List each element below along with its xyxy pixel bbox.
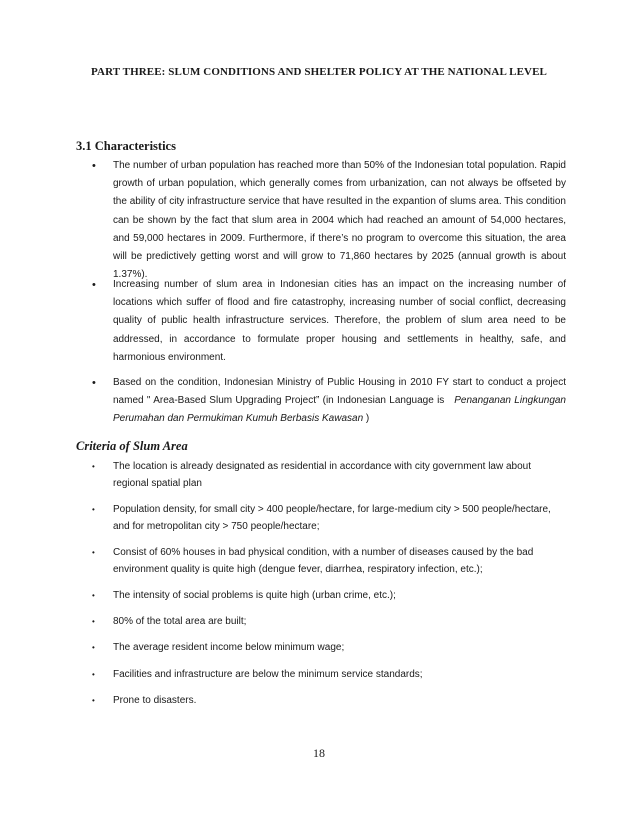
criteria-item: • The location is already designated as residential in accordance with city government law about regional spatial plan xyxy=(92,458,566,492)
characteristics-list-2 xyxy=(92,276,566,367)
characteristic-item-3-italic: Penanganan Lingkungan Perumahan dan Permukiman Kumuh Berbasis Kawasan xyxy=(113,395,566,425)
characteristic-item-3-end: ) xyxy=(365,413,370,425)
characteristic-item-3 xyxy=(92,374,566,429)
characteristic-item-1: • The number of urban population has reached more than 50% of the Indonesian total population. Rapid growth of urban population, which generally comes from urbanization, can not always be offseted by the ability of city infrastructure service that have resulted in the expantion of slums area. This condition can be shown by the fact that slum area in 2004 which had reached an amount of 54,000 hectares, and 59,000 hectares in 2009. Furthermore, if there’s no program to overcome this situation, the area will be predictively getting worst and will grow to 71,860 hectares by 2025 (annual growth is about 1.37%). xyxy=(92,157,566,284)
criteria-list-2 xyxy=(92,501,566,535)
characteristics-list-1 xyxy=(92,157,566,284)
criteria-item: • Population density, for small city > 400 people/hectare, for large-medium city > 500 people/hectare, and for metropolitan city > 750 people/hectare; xyxy=(92,501,566,535)
criteria-list-5 xyxy=(92,613,566,630)
criteria-item: • Prone to disasters. xyxy=(92,692,566,709)
criteria-list-7 xyxy=(92,666,566,683)
criteria-list-1 xyxy=(92,458,566,492)
criteria-item: • Consist of 60% houses in bad physical condition, with a number of diseases caused by the bad environment quality is quite high (dengue fever, diarrhea, respiratory infection, etc.); xyxy=(92,544,566,578)
criteria-item: • The average resident income below minimum wage; xyxy=(92,639,566,656)
characteristic-item-2: • Increasing number of slum area in Indonesian cities has an impact on the increasing number of locations which suffer of flood and fire catastrophy, increasing number of social conflict, decreasing quality of public health infrastructure services. Therefore, the problem of slum area need to be addressed, in accordance to formulate proper housing and settlements in healthy, safe, and harmonious environment. xyxy=(92,276,566,367)
criteria-item: • 80% of the total area are built; xyxy=(92,613,566,630)
criteria-list-4 xyxy=(92,587,566,604)
characteristics-list-3 xyxy=(92,374,566,429)
criteria-item: • The intensity of social problems is quite high (urban crime, etc.); xyxy=(92,587,566,604)
characteristic-item-3-text: Based on the condition, Indonesian Ministry of Public Housing in 2010 FY start to conduct a project named " Area-Based Slum Upgrading Project” (in Indonesian Language is xyxy=(113,377,566,407)
criteria-list-3 xyxy=(92,544,566,578)
criteria-list-6 xyxy=(92,639,566,656)
page-number: 18 xyxy=(313,746,325,760)
criteria-heading: Criteria of Slum Area xyxy=(76,439,188,453)
part-title: PART THREE: SLUM CONDITIONS AND SHELTER POLICY AT THE NATIONAL LEVEL xyxy=(91,66,547,78)
criteria-list-8 xyxy=(92,692,566,709)
criteria-item: • Facilities and infrastructure are below the minimum service standards; xyxy=(92,666,566,683)
section-heading: 3.1 Characteristics xyxy=(76,139,176,153)
